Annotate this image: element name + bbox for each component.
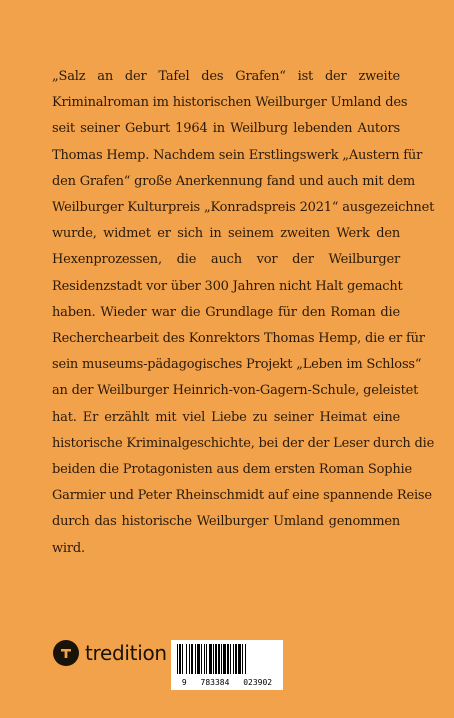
barcode-bar [242,644,243,674]
barcode-bar [227,644,229,674]
blurb-line: wird. [52,540,85,556]
barcode-bar [197,644,200,674]
barcode-number [171,678,283,687]
isbn-barcode [171,640,283,690]
blurb-line: „Salz an der Tafel des Grafen“ ist der zweite [52,69,400,84]
blurb-line: an der Weilburger Heinrich-von-Gagern-Schule, geleistet [52,383,419,399]
publisher-name: tredition [85,641,167,665]
blurb-line: Kriminalroman im historischen Weilburger Umland des [52,95,408,111]
barcode-bar [218,644,220,674]
blurb-line: hat. Er erzählt mit viel Liebe zu seiner Heimat eine [52,409,400,425]
tredition-t-logo-icon [53,640,79,666]
blurb-line: seit seiner Geburt 1964 in Weilburg lebenden Autors [52,121,400,137]
barcode-bar [213,644,214,674]
blurb-line: haben. Wieder war die Grundlage für den Roman die [52,304,400,320]
barcode-bar [230,644,231,674]
barcode-bar [215,644,217,674]
barcode-digit-group: 783384 [200,678,230,687]
barcode-bar [195,644,196,674]
barcode-bar [238,644,241,674]
blurb-line: beiden die Protagonisten aus dem ersten Roman Sophie [52,462,413,478]
back-cover-blurb [52,64,435,562]
blurb-line: Residenzstadt vor über 300 Jahren nicht Halt gemacht [52,278,403,294]
barcode-bar [233,644,234,674]
barcode-bar [179,644,181,674]
blurb-line: historische Kriminalgeschichte, bei der der Leser durch die [52,435,435,451]
barcode-bar [223,644,226,674]
barcode-bar [201,644,202,674]
barcode-bars [177,644,277,674]
barcode-bar [186,644,187,674]
barcode-digit-group: 9 [181,678,187,687]
barcode-bar [177,644,178,674]
barcode-bar [206,644,207,674]
blurb-line: Recherchearbeit des Konrektors Thomas Hemp, die er für [52,331,425,347]
blurb-line: sein museums-pädagogisches Projekt „Leben im Schloss“ [52,357,422,373]
blurb-line: Garmier und Peter Rheinschmidt auf eine spannende Reise [52,488,432,504]
blurb-line: Thomas Hemp. Nachdem sein Erstlingswerk „Austern für [52,147,423,163]
barcode-bar [182,644,183,674]
barcode-bar [235,644,237,674]
barcode-bar [221,644,222,674]
barcode-bar [204,644,205,674]
barcode-digit-group: 023902 [243,678,273,687]
barcode-bar [245,644,246,674]
blurb-line: Weilburger Kulturpreis „Konradspreis 2021“ ausgezeichnet [52,200,435,216]
barcode-bar [209,644,212,674]
blurb-line: Hexenprozessen, die auch vor der Weilburger [52,252,400,268]
blurb-line: durch das historische Weilburger Umland genommen [52,514,400,530]
blurb-line: den Grafen“ große Anerkennung fand und auch mit dem [52,173,416,189]
blurb-line: wurde, widmet er sich in seinem zweiten Werk den [52,226,400,242]
publisher-logo [53,638,167,668]
barcode-bar [189,644,190,674]
barcode-bar [191,644,193,674]
